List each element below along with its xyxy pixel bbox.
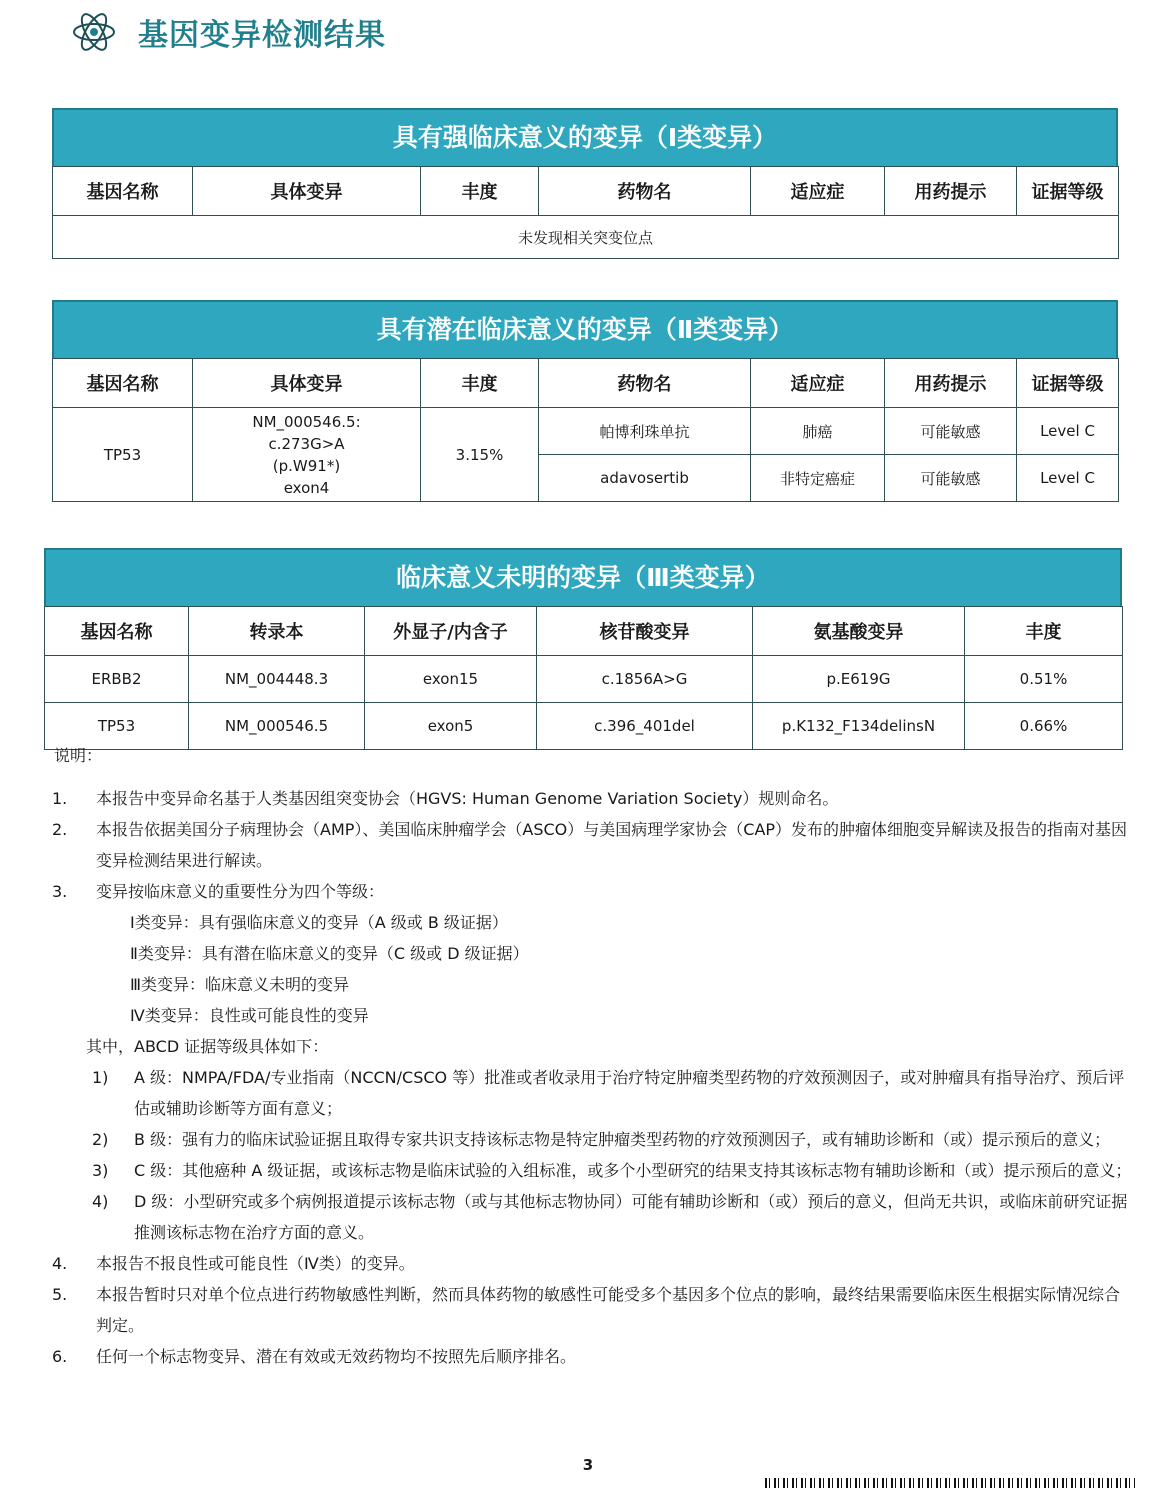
table-cell: c.1856A>G <box>537 656 753 703</box>
note-text: 任何一个标志物变异、潜在有效或无效药物均不按照先后顺序排名。 <box>96 1347 577 1366</box>
column-header: 转录本 <box>189 607 365 656</box>
table-row <box>53 216 1119 259</box>
table-cell: c.396_401del <box>537 703 753 750</box>
indication-cell: 非特定癌症 <box>751 455 885 502</box>
table-row <box>53 408 1119 455</box>
class1-table <box>52 166 1119 259</box>
page-title: 基因变异检测结果 <box>138 18 386 53</box>
variant-line: c.273G>A <box>268 434 345 453</box>
level-item <box>52 1062 1132 1124</box>
note-item <box>52 876 1132 907</box>
notes-label: 说明： <box>54 746 103 765</box>
table-cell: TP53 <box>45 703 189 750</box>
indication-cell: 肺癌 <box>751 408 885 455</box>
column-header: 证据等级 <box>1017 359 1119 408</box>
level-text: D 级：小型研究或多个病例报道提示该标志物（或与其他标志物协同）可能有辅助诊断和（或）预后的意义，但尚无共识，或临床前研究证据推测该标志物在治疗方面的意义。 <box>134 1192 1128 1242</box>
column-header: 用药提示 <box>885 167 1017 216</box>
note-item <box>52 1341 1132 1372</box>
drug-cell: 帕博利珠单抗 <box>539 408 751 455</box>
note-item <box>52 814 1132 876</box>
note-number: 5. <box>52 1285 68 1304</box>
column-header: 药物名 <box>539 167 751 216</box>
column-header: 基因名称 <box>45 607 189 656</box>
table-header-row <box>45 607 1123 656</box>
class2-table <box>52 358 1119 502</box>
note-number: 4. <box>52 1254 68 1273</box>
level-text: A 级：NMPA/FDA/专业指南（NCCN/CSCO 等）批准或者收录用于治疗特定肿瘤类型药物的疗效预测因子，或对肿瘤具有指导治疗、预后评估或辅助诊断等方面有意义； <box>134 1068 1125 1118</box>
note-item <box>52 783 1132 814</box>
column-header: 基因名称 <box>53 359 193 408</box>
column-header: 丰度 <box>421 359 539 408</box>
table-cell: 0.66% <box>965 703 1123 750</box>
barcode <box>765 1478 1135 1488</box>
class-definition: Ⅳ类变异：良性或可能良性的变异 <box>130 1006 369 1025</box>
column-header: 具体变异 <box>193 359 421 408</box>
class2-title: 具有潜在临床意义的变异（Ⅱ类变异） <box>52 300 1118 358</box>
level-number: 4) <box>92 1192 109 1211</box>
variant-line: exon4 <box>283 478 330 497</box>
column-header: 氨基酸变异 <box>753 607 965 656</box>
drug-cell: adavosertib <box>539 455 751 502</box>
level-cell: Level C <box>1017 455 1119 502</box>
note-text: 本报告暂时只对单个位点进行药物敏感性判断，然而具体药物的敏感性可能受多个基因多个位点的影响，最终结果需要临床医生根据实际情况综合判定。 <box>96 1285 1121 1335</box>
column-header: 丰度 <box>965 607 1123 656</box>
level-item <box>52 1124 1132 1155</box>
note-item <box>52 1248 1132 1279</box>
level-text: B 级：强有力的临床试验证据且取得专家共识支持该标志物是特定肿瘤类型药物的疗效预测因子，或有辅助诊断和（或）提示预后的意义； <box>134 1130 1111 1149</box>
table-header-row <box>53 167 1119 216</box>
note-number: 6. <box>52 1347 68 1366</box>
note-text: 变异按临床意义的重要性分为四个等级： <box>96 882 385 901</box>
levels-intro: 其中，ABCD 证据等级具体如下： <box>86 1037 329 1056</box>
variant-cell <box>193 408 421 502</box>
note-text: 本报告不报良性或可能良性（Ⅳ类）的变异。 <box>96 1254 415 1273</box>
note-item <box>52 1279 1132 1341</box>
class3-section <box>44 548 1122 750</box>
abundance-cell: 3.15% <box>421 408 539 502</box>
table-row <box>45 656 1123 703</box>
class-definition: Ⅲ类变异：临床意义未明的变异 <box>130 975 350 994</box>
table-cell: exon15 <box>365 656 537 703</box>
column-header: 丰度 <box>421 167 539 216</box>
table-cell: ERBB2 <box>45 656 189 703</box>
table-header-row <box>53 359 1119 408</box>
table-cell: NM_004448.3 <box>189 656 365 703</box>
page-header <box>70 8 386 56</box>
gene-cell: TP53 <box>53 408 193 502</box>
table-cell: p.K132_F134delinsN <box>753 703 965 750</box>
level-number: 1) <box>92 1068 109 1087</box>
level-number: 2) <box>92 1130 109 1149</box>
table-cell: p.E619G <box>753 656 965 703</box>
variant-line: (p.W91*) <box>272 456 341 475</box>
column-header: 外显子/内含子 <box>365 607 537 656</box>
class-definition: Ⅰ类变异：具有强临床意义的变异（A 级或 B 级证据） <box>130 913 508 932</box>
level-cell: Level C <box>1017 408 1119 455</box>
note-text: 本报告依据美国分子病理协会（AMP）、美国临床肿瘤学会（ASCO）与美国病理学家协会（CAP）发布的肿瘤体细胞变异解读及报告的指南对基因变异检测结果进行解读。 <box>96 820 1128 870</box>
atom-icon <box>70 8 118 56</box>
table-cell: exon5 <box>365 703 537 750</box>
column-header: 用药提示 <box>885 359 1017 408</box>
note-number: 1. <box>52 789 68 808</box>
column-header: 适应症 <box>751 167 885 216</box>
page-number: 3 <box>582 1456 594 1474</box>
column-header: 具体变异 <box>193 167 421 216</box>
class3-title: 临床意义未明的变异（Ⅲ类变异） <box>44 548 1122 606</box>
level-text: C 级：其他癌种 A 级证据，或该标志物是临床试验的入组标准，或多个小型研究的结果支持其该标志物有辅助诊断和（或）提示预后的意义； <box>134 1161 1132 1180</box>
class1-title: 具有强临床意义的变异（Ⅰ类变异） <box>52 108 1118 166</box>
class-definition: Ⅱ类变异：具有潜在临床意义的变异（C 级或 D 级证据） <box>130 944 529 963</box>
hint-cell: 可能敏感 <box>885 455 1017 502</box>
note-text: 本报告中变异命名基于人类基因组突变协会（HGVS: Human Genome Variation Society）规则命名。 <box>96 789 839 808</box>
level-item <box>52 1155 1132 1186</box>
column-header: 核苷酸变异 <box>537 607 753 656</box>
class3-table <box>44 606 1123 750</box>
column-header: 证据等级 <box>1017 167 1119 216</box>
class1-section <box>52 108 1118 259</box>
note-number: 2. <box>52 820 68 839</box>
column-header: 药物名 <box>539 359 751 408</box>
class2-section <box>52 300 1118 502</box>
table-cell: 0.51% <box>965 656 1123 703</box>
hint-cell: 可能敏感 <box>885 408 1017 455</box>
column-header: 基因名称 <box>53 167 193 216</box>
level-number: 3) <box>92 1161 109 1180</box>
level-item <box>52 1186 1132 1248</box>
notes-section <box>52 740 1132 1372</box>
column-header: 适应症 <box>751 359 885 408</box>
note-number: 3. <box>52 882 68 901</box>
variant-line: NM_000546.5: <box>252 412 361 431</box>
empty-message: 未发现相关突变位点 <box>53 216 1119 259</box>
table-cell: NM_000546.5 <box>189 703 365 750</box>
